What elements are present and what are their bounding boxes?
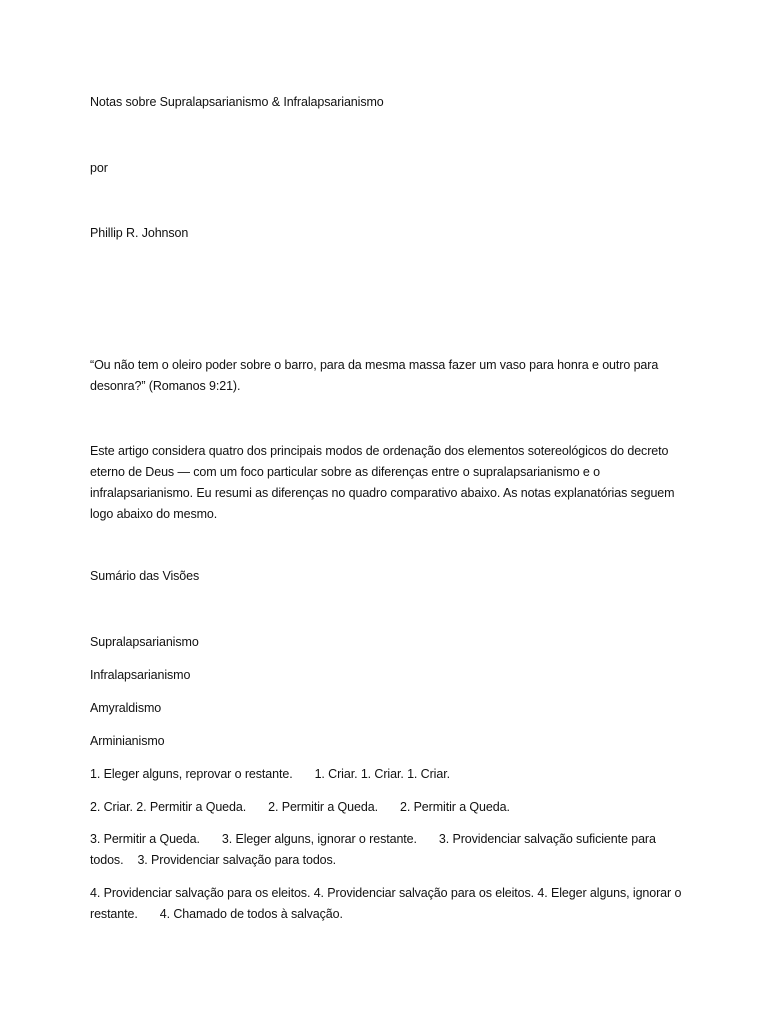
table-row-1	[90, 764, 690, 785]
row2-infra: 2. Permitir a Queda.	[136, 800, 247, 814]
table-row-3	[90, 829, 686, 871]
row4-amyr: 4. Eleger alguns, ignorar o restante.	[90, 886, 682, 921]
document-title: Notas sobre Supralapsarianismo & Infralapsarianismo	[90, 95, 384, 109]
table-row-2	[90, 797, 690, 818]
summary-heading: Sumário das Visões	[90, 569, 200, 583]
row2-supra: 2. Criar.	[90, 800, 133, 814]
row2-armin: 2. Permitir a Queda.	[399, 800, 510, 814]
byline-por: por	[90, 161, 108, 175]
view-arminianismo: Arminianismo	[90, 734, 165, 748]
table-row-4	[90, 883, 686, 925]
view-amyraldismo: Amyraldismo	[90, 701, 162, 715]
row1-supra: 1. Eleger alguns, reprovar o restante.	[90, 767, 293, 781]
row4-supra: 4. Providenciar salvação para os eleitos.	[90, 886, 311, 900]
view-supralapsarianismo: Supralapsarianismo	[90, 635, 199, 649]
bible-quote: “Ou não tem o oleiro poder sobre o barro, para da mesma massa fazer um vaso para honra e outro para desonra?” (Romanos 9:21).	[90, 358, 659, 393]
row1-amyr: 1. Criar.	[360, 767, 404, 781]
row2-amyr: 2. Permitir a Queda.	[268, 800, 378, 814]
intro-paragraph: Este artigo considera quatro dos principais modos de ordenação dos elementos sotereológicos do decreto eterno de Deus — com um foco particular sobre as diferenças entre o supralapsarianismo e o infralapsarianismo. Eu resumi as diferenças no quadro comparativo abaixo. As notas explanatórias seguem logo abaixo do mesmo.	[90, 444, 675, 521]
row3-amyr: 3. Providenciar salvação suficiente para todos.	[90, 832, 656, 867]
view-infralapsarianismo: Infralapsarianismo	[90, 668, 191, 682]
row1-armin: 1. Criar.	[407, 767, 450, 781]
row1-infra: 1. Criar.	[314, 767, 358, 781]
author-name: Phillip R. Johnson	[90, 226, 189, 240]
row4-armin: 4. Chamado de todos à salvação.	[159, 907, 343, 921]
row3-armin: 3. Providenciar salvação para todos.	[137, 853, 337, 867]
row4-infra: 4. Providenciar salvação para os eleitos.	[313, 886, 535, 900]
row3-infra: 3. Eleger alguns, ignorar o restante.	[221, 832, 417, 846]
row3-supra: 3. Permitir a Queda.	[90, 832, 200, 846]
